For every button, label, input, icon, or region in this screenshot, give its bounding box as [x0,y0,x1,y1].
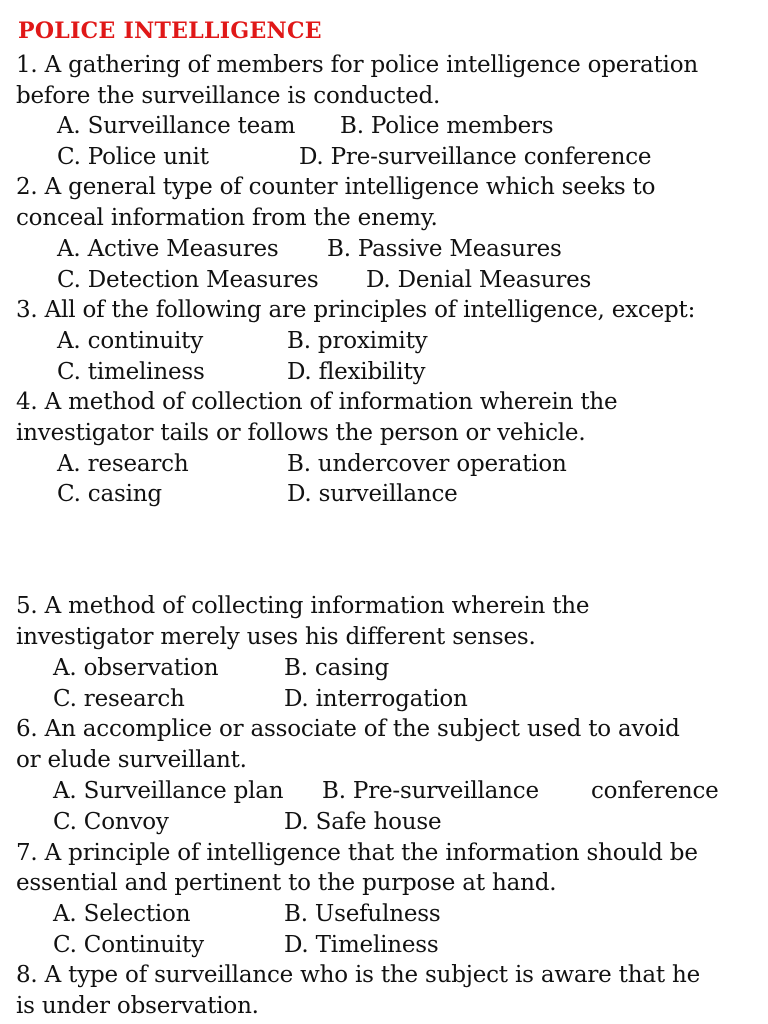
question-7-option-a: A. Selection [53,901,191,927]
question-7-line-2: essential and pertinent to the purpose at hand. [16,870,557,896]
question-7-option-c: C. Continuity [53,932,204,958]
question-3-option-c: C. timeliness [57,359,205,385]
question-1-option-b: B. Police members [340,113,554,139]
question-2-option-d: D. Denial Measures [366,267,592,293]
question-1-line-1: 1. A gathering of members for police intelligence operation [16,52,698,78]
question-4-option-d: D. surveillance [287,481,458,507]
question-6-line-2: or elude surveillant. [16,747,247,773]
question-5-line-1: 5. A method of collecting information wherein the [16,593,590,619]
question-3-option-d: D. flexibility [287,359,426,385]
question-6-option-b: B. Pre-surveillance [322,778,539,804]
question-8-line-2: is under observation. [16,993,259,1019]
question-1-option-a: A. Surveillance team [57,113,296,139]
page-title: POLICE INTELLIGENCE [18,18,322,44]
question-2-option-a: A. Active Measures [57,236,279,262]
question-3-line-1: 3. All of the following are principles of intelligence, except: [16,297,696,323]
question-5-option-a: A. observation [53,655,219,681]
question-1-option-d: D. Pre-surveillance conference [299,144,652,170]
question-5-option-b: B. casing [284,655,390,681]
question-8-line-1: 8. A type of surveillance who is the subject is aware that he [16,962,701,988]
question-1-line-2: before the surveillance is conducted. [16,83,441,109]
question-3-option-a: A. continuity [57,328,203,354]
question-7-option-d: D. Timeliness [284,932,439,958]
question-4-line-1: 4. A method of collection of information wherein the [16,389,618,415]
question-4-line-2: investigator tails or follows the person or vehicle. [16,420,586,446]
question-3-option-b: B. proximity [287,328,428,354]
question-2-line-2: conceal information from the enemy. [16,205,438,231]
question-6-option-a: A. Surveillance plan [53,778,284,804]
question-6-line-1: 6. An accomplice or associate of the subject used to avoid [16,716,680,742]
question-6-option-c: C. Convoy [53,809,169,835]
question-2-line-1: 2. A general type of counter intelligence which seeks to [16,174,656,200]
question-5-line-2: investigator merely uses his different senses. [16,624,536,650]
question-2-option-c: C. Detection Measures [57,267,319,293]
question-5-option-d: D. interrogation [284,686,468,712]
question-6-option-d: D. Safe house [284,809,442,835]
question-2-option-b: B. Passive Measures [327,236,562,262]
question-6-option-b-cont: conference [591,778,719,804]
question-5-option-c: C. research [53,686,185,712]
question-4-option-a: A. research [57,451,189,477]
question-1-option-c: C. Police unit [57,144,209,170]
question-7-line-1: 7. A principle of intelligence that the information should be [16,840,698,866]
question-4-option-c: C. casing [57,481,162,507]
question-7-option-b: B. Usefulness [284,901,441,927]
question-4-option-b: B. undercover operation [287,451,567,477]
